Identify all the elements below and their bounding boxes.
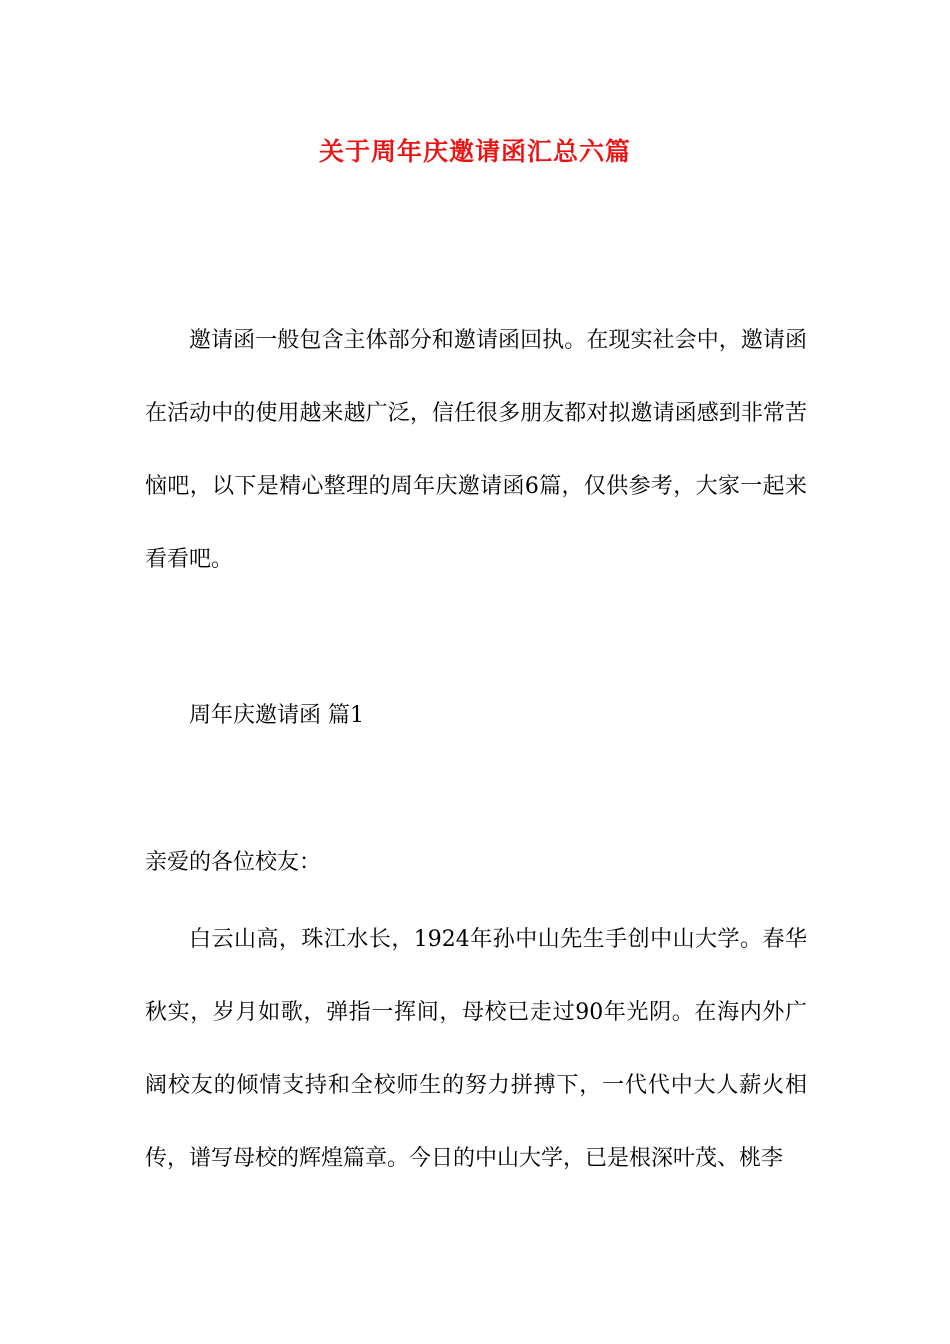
body-paragraph: 白云山高，珠江水长，1924年孙中山先生手创中山大学。春华秋实，岁月如歌，弹指一挥间，母校已走过90年光阴。在海内外广阔校友的倾情支持和全校师生的努力拼搏下，一代代中大人薪火相传，谱写母校的辉煌篇章。今日的中山大学，已是根深叶茂、桃李 <box>145 927 807 1171</box>
intro-paragraph: 邀请函一般包含主体部分和邀请函回执。在现实社会中，邀请函在活动中的使用越来越广泛，信任很多朋友都对拟邀请函感到非常苦恼吧，以下是精心整理的周年庆邀请函6篇，仅供参考，大家一起来看看吧。 <box>145 328 807 572</box>
document-title: 关于周年庆邀请函汇总六篇 <box>318 137 631 166</box>
salutation: 亲爱的各位校友： <box>145 850 322 875</box>
section-heading: 周年庆邀请函 篇1 <box>189 703 364 728</box>
